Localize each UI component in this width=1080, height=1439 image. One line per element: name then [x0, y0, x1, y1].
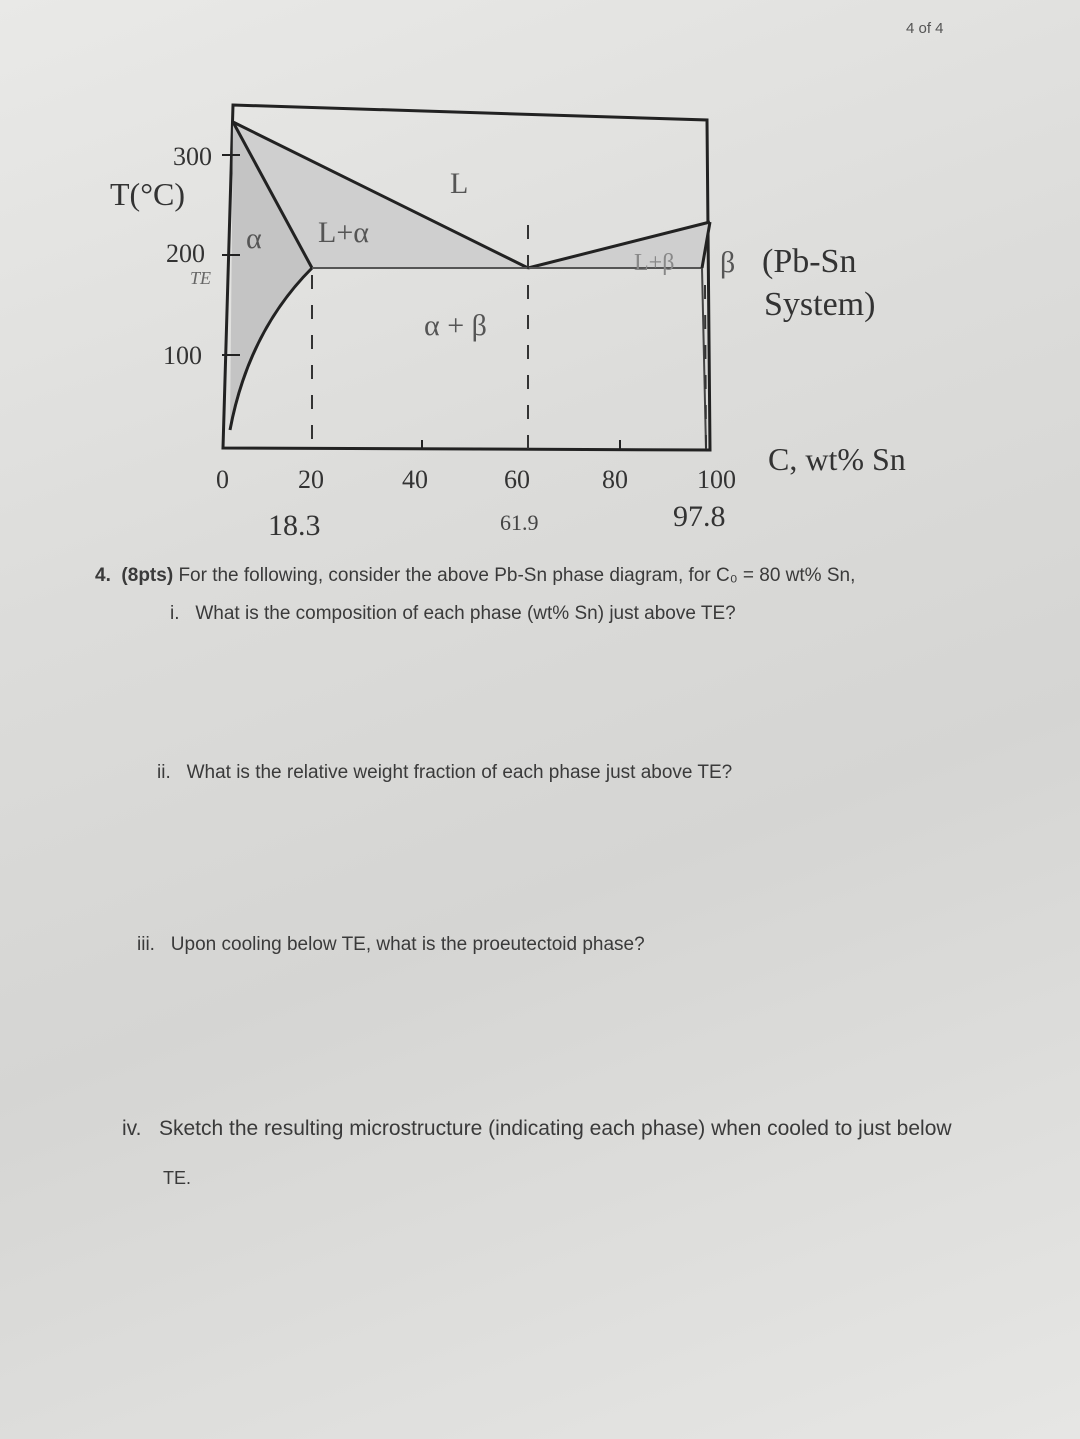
part-iii-text: Upon cooling below TE, what is the proeutectoid phase? — [170, 934, 645, 955]
marker-61-9: 61.9 — [500, 510, 539, 535]
part-iii — [137, 934, 645, 956]
te-label: TE — [190, 268, 212, 288]
y-tick-100: 100 — [163, 341, 202, 370]
x-tick-20: 20 — [298, 465, 324, 494]
marker-97-8: 97.8 — [673, 500, 726, 533]
part-ii — [157, 762, 732, 784]
x-tick-40: 40 — [402, 465, 428, 494]
phase-beta: β — [720, 246, 736, 279]
x-axis-title: C, wt% Sn — [768, 441, 906, 477]
question-points: (8pts) — [121, 565, 174, 586]
system-label-1: (Pb-Sn — [762, 243, 857, 280]
question-prompt: For the following, consider the above Pb-Sn phase diagram, for C₀ = 80 wt% Sn, — [178, 565, 856, 586]
x-tick-60: 60 — [504, 465, 530, 494]
part-i-number: i. — [170, 603, 180, 624]
marker-18-3: 18.3 — [268, 509, 321, 542]
part-i — [170, 603, 736, 625]
y-tick-300: 300 — [173, 142, 212, 171]
x-tick-100: 100 — [697, 465, 736, 494]
phase-alpha-beta: α + β — [424, 309, 487, 342]
y-tick-200: 200 — [166, 239, 205, 268]
part-ii-number: ii. — [157, 762, 171, 783]
phase-diagram — [0, 0, 1080, 560]
part-ii-text: What is the relative weight fraction of each phase just above TE? — [186, 762, 733, 783]
phase-liquid: L — [450, 167, 469, 200]
part-iv-text: Sketch the resulting microstructure (indicating each phase) when cooled to just below — [158, 1117, 952, 1140]
phase-alpha: α — [246, 222, 262, 255]
y-axis-title: T(°C) — [110, 176, 185, 212]
part-iii-number: iii. — [137, 934, 155, 955]
part-i-text: What is the composition of each phase (wt% Sn) just above TE? — [195, 603, 736, 624]
part-iv-continued: TE. — [163, 1168, 192, 1188]
question-number: 4. — [95, 565, 111, 586]
system-label-2: System) — [764, 286, 876, 323]
x-tick-0: 0 — [216, 465, 229, 494]
x-tick-80: 80 — [602, 465, 628, 494]
phase-l-beta: L+β — [634, 250, 675, 276]
phase-l-alpha: L+α — [318, 216, 369, 249]
part-iv — [122, 1117, 952, 1141]
page-number: 4 of 4 — [906, 20, 944, 37]
part-iv-number: iv. — [122, 1117, 142, 1140]
question-4 — [95, 565, 855, 587]
